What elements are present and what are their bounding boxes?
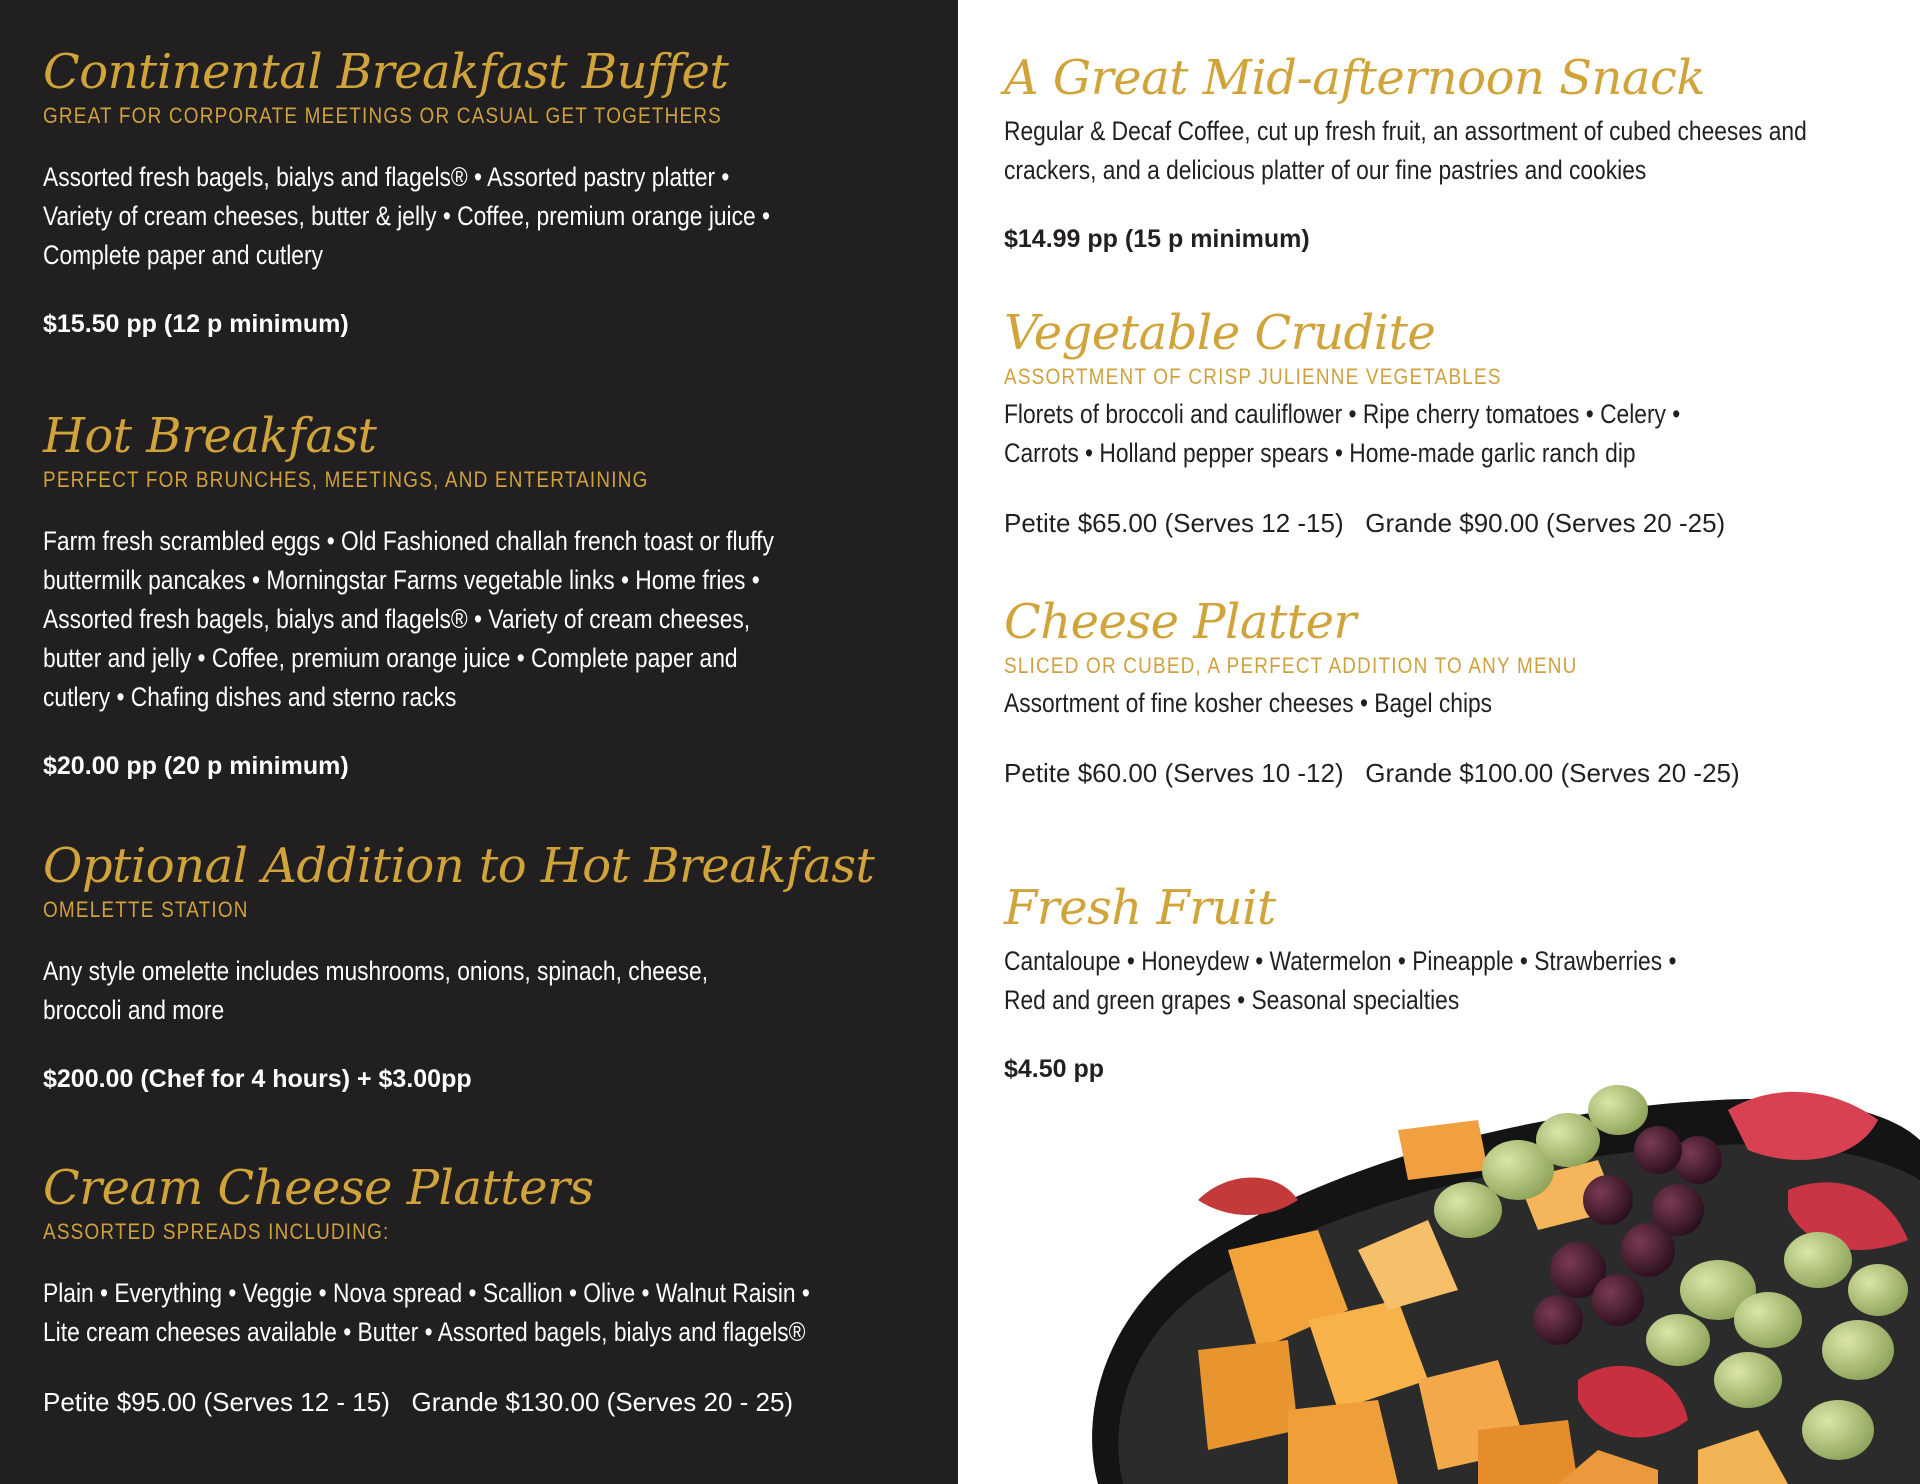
section-mid-afternoon-snack — [1004, 50, 1884, 254]
left-panel — [0, 0, 958, 1484]
section-subtitle: GREAT FOR CORPORATE MEETINGS OR CASUAL GET TOGETHERS — [43, 103, 723, 128]
section-description — [43, 158, 869, 275]
description-line: Red and green grapes • Seasonal specialties — [1004, 985, 1460, 1015]
description-line: Florets of broccoli and cauliflower • Ripe cherry tomatoes • Celery • — [1004, 399, 1681, 429]
section-price: $200.00 (Chef for 4 hours) + $3.00pp — [43, 1065, 472, 1093]
description-line: Lite cream cheeses available • Butter • Assorted bagels, bialys and flagels® — [43, 1317, 806, 1347]
section-optional-addition — [43, 838, 923, 1094]
section-subtitle: SLICED OR CUBED, A PERFECT ADDITION TO ANY MENU — [1004, 653, 1578, 678]
section-cheese-platter — [1004, 594, 1884, 789]
description-line: butter and jelly • Coffee, premium orange juice • Complete paper and — [43, 643, 738, 673]
fruit-platter-image — [958, 1050, 1920, 1484]
description-line: Assorted fresh bagels, bialys and flagels® • Assorted pastry platter • — [43, 162, 730, 192]
section-subtitle: PERFECT FOR BRUNCHES, MEETINGS, AND ENTERTAINING — [43, 467, 649, 492]
section-title: Fresh Fruit — [1004, 880, 1276, 936]
section-description — [43, 952, 869, 1030]
section-price: $14.99 pp (15 p minimum) — [1004, 225, 1310, 253]
section-description — [1004, 112, 1830, 190]
description-line: Assorted fresh bagels, bialys and flagels® • Variety of cream cheeses, — [43, 604, 751, 634]
description-line: Cantaloupe • Honeydew • Watermelon • Pineapple • Strawberries • — [1004, 946, 1677, 976]
section-hot-breakfast — [43, 408, 923, 781]
section-size-prices: Petite $60.00 (Serves 10 -12) Grande $100.00 (Serves 20 -25) — [1004, 758, 1740, 788]
description-line: Regular & Decaf Coffee, cut up fresh fruit, an assortment of cubed cheeses and — [1004, 116, 1807, 146]
section-continental-breakfast — [43, 44, 923, 339]
section-size-prices: Petite $95.00 (Serves 12 - 15) Grande $130.00 (Serves 20 - 25) — [43, 1387, 794, 1417]
section-cream-cheese-platters — [43, 1160, 923, 1418]
description-line: Variety of cream cheeses, butter & jelly • Coffee, premium orange juice • — [43, 201, 771, 231]
section-description — [1004, 395, 1830, 473]
section-vegetable-crudite — [1004, 305, 1884, 539]
section-title: Cheese Platter — [1004, 594, 1356, 650]
description-line: Assortment of fine kosher cheeses • Bagel chips — [1004, 688, 1493, 718]
section-title: Vegetable Crudite — [1004, 305, 1436, 361]
section-title: Continental Breakfast Buffet — [43, 44, 729, 100]
description-line: Plain • Everything • Veggie • Nova spread • Scallion • Olive • Walnut Raisin • — [43, 1278, 810, 1308]
section-subtitle: ASSORTED SPREADS INCLUDING: — [43, 1219, 390, 1244]
section-description — [43, 522, 869, 717]
description-line: cutlery • Chafing dishes and sterno racks — [43, 682, 457, 712]
description-line: broccoli and more — [43, 995, 225, 1025]
section-title: Hot Breakfast — [43, 408, 377, 464]
section-price: $20.00 pp (20 p minimum) — [43, 752, 349, 780]
section-size-prices: Petite $65.00 (Serves 12 -15) Grande $90.00 (Serves 20 -25) — [1004, 508, 1726, 538]
section-description — [1004, 942, 1830, 1020]
section-subtitle: OMELETTE STATION — [43, 897, 249, 922]
section-title: A Great Mid-afternoon Snack — [1004, 50, 1706, 106]
right-panel — [958, 0, 1920, 1484]
section-title: Optional Addition to Hot Breakfast — [43, 838, 875, 894]
section-price: $4.50 pp — [1004, 1055, 1105, 1083]
section-price: $15.50 pp (12 p minimum) — [43, 310, 349, 338]
description-line: Complete paper and cutlery — [43, 240, 323, 270]
description-line: buttermilk pancakes • Morningstar Farms vegetable links • Home fries • — [43, 565, 760, 595]
description-line: crackers, and a delicious platter of our fine pastries and cookies — [1004, 155, 1647, 185]
section-description — [43, 1274, 869, 1352]
description-line: Any style omelette includes mushrooms, onions, spinach, cheese, — [43, 956, 709, 986]
description-line: Farm fresh scrambled eggs • Old Fashioned challah french toast or fluffy — [43, 526, 774, 556]
section-subtitle: ASSORTMENT OF CRISP JULIENNE VEGETABLES — [1004, 364, 1502, 389]
section-title: Cream Cheese Platters — [43, 1160, 594, 1216]
section-description — [1004, 684, 1830, 723]
description-line: Carrots • Holland pepper spears • Home-made garlic ranch dip — [1004, 438, 1636, 468]
